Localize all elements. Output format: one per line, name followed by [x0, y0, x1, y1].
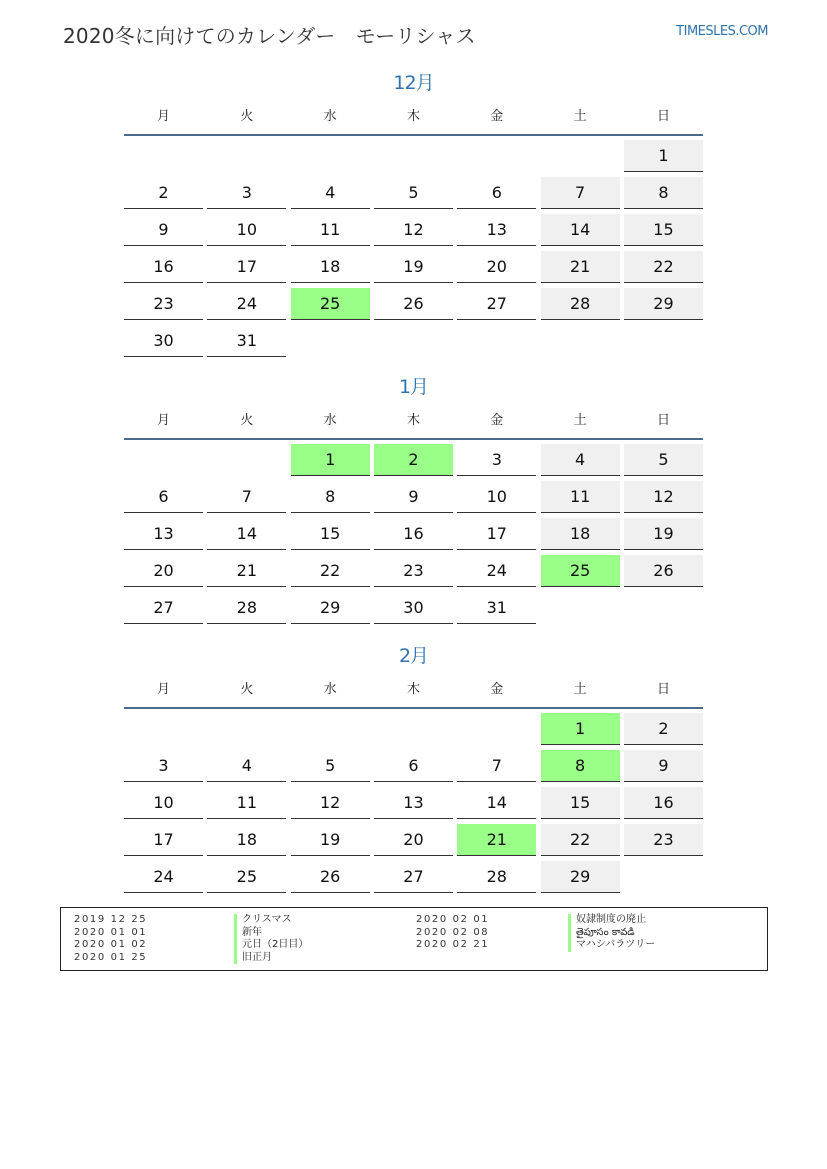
legend-names-left [234, 914, 308, 964]
day-cell: 4 [541, 444, 620, 476]
day-cell: 20 [457, 251, 536, 283]
weekday-label: 月 [156, 109, 170, 124]
day-cell: 29 [291, 592, 370, 624]
empty-cell [457, 713, 536, 744]
day-cell: 10 [207, 214, 286, 246]
weekday-label: 金 [490, 413, 504, 428]
day-cell: 27 [374, 861, 453, 893]
day-cell: 17 [457, 518, 536, 550]
day-cell: 26 [624, 555, 703, 587]
month-title: 1月 [398, 376, 429, 398]
legend-names-right [568, 914, 655, 952]
empty-cell [124, 444, 203, 475]
day-cell: 20 [124, 555, 203, 587]
weekday-label: 土 [573, 682, 587, 697]
day-cell: 18 [291, 251, 370, 283]
weekday-label: 金 [490, 109, 504, 124]
day-cell: 28 [541, 288, 620, 320]
empty-cell [541, 140, 620, 171]
weekday-label: 水 [323, 413, 337, 428]
day-cell: 9 [374, 481, 453, 513]
day-cell: 24 [457, 555, 536, 587]
day-cell: 10 [124, 787, 203, 819]
day-cell: 11 [291, 214, 370, 246]
day-cell: 19 [291, 824, 370, 856]
page-title: 2020冬に向けてのカレンダー モーリシャス [63, 24, 476, 48]
day-cell: 27 [124, 592, 203, 624]
day-cell: 4 [291, 177, 370, 209]
empty-cell [124, 140, 203, 171]
day-cell: 19 [374, 251, 453, 283]
day-cell: 21 [207, 555, 286, 587]
day-cell: 29 [541, 861, 620, 893]
holiday-day-cell: 1 [541, 713, 620, 745]
legend-date: 2020 01 01 [74, 926, 148, 938]
day-cell: 23 [624, 824, 703, 856]
weekday-label: 土 [573, 109, 587, 124]
day-cell: 2 [624, 713, 703, 745]
day-cell: 17 [124, 824, 203, 856]
day-cell: 23 [374, 555, 453, 587]
day-cell: 31 [457, 592, 536, 624]
legend-date: 2020 01 02 [74, 939, 148, 950]
day-cell: 7 [457, 750, 536, 782]
day-cell: 22 [541, 824, 620, 856]
day-cell: 12 [291, 787, 370, 819]
day-cell: 8 [291, 481, 370, 513]
day-cell: 30 [124, 325, 203, 357]
month-title: 2月 [398, 645, 429, 667]
day-cell: 3 [124, 750, 203, 782]
day-cell: 23 [124, 288, 203, 320]
weekday-label: 日 [656, 109, 670, 124]
empty-cell [457, 140, 536, 171]
weekday-label: 火 [240, 109, 254, 124]
day-cell: 6 [374, 750, 453, 782]
day-cell: 8 [624, 177, 703, 209]
legend-holiday-name: తైపూసం కావడి [568, 927, 655, 940]
month-january [124, 374, 703, 624]
day-cell: 9 [624, 750, 703, 782]
weekday-header [124, 681, 703, 709]
empty-cell [207, 140, 286, 171]
empty-cell [374, 713, 453, 744]
legend-date: 2020 02 21 [416, 939, 490, 950]
holiday-day-cell: 25 [541, 555, 620, 587]
weekday-label: 土 [573, 413, 587, 428]
day-cell: 18 [207, 824, 286, 856]
day-cell: 28 [207, 592, 286, 624]
weekday-header [124, 412, 703, 440]
empty-cell [207, 713, 286, 744]
month-title: 12月 [393, 72, 434, 94]
weekday-label: 日 [656, 682, 670, 697]
legend-date: 2020 01 25 [74, 951, 148, 963]
day-cell: 18 [541, 518, 620, 550]
day-cell: 7 [207, 481, 286, 513]
empty-cell [124, 713, 203, 744]
empty-cell [207, 444, 286, 475]
day-cell: 25 [207, 861, 286, 893]
day-cell: 12 [624, 481, 703, 513]
day-cell: 5 [374, 177, 453, 209]
day-cell: 9 [124, 214, 203, 246]
day-cell: 15 [291, 518, 370, 550]
day-cell: 24 [124, 861, 203, 893]
holiday-day-cell: 2 [374, 444, 453, 476]
weekday-label: 水 [323, 682, 337, 697]
day-cell: 15 [624, 214, 703, 246]
weekday-header [124, 108, 703, 136]
day-cell: 31 [207, 325, 286, 357]
month-december [124, 70, 703, 357]
weekday-label: 月 [156, 682, 170, 697]
weekday-label: 木 [406, 413, 420, 428]
day-cell: 20 [374, 824, 453, 856]
day-cell: 13 [124, 518, 203, 550]
day-cell: 5 [624, 444, 703, 476]
day-cell: 16 [374, 518, 453, 550]
day-grid [124, 713, 703, 893]
legend-holiday-name: 旧正月 [234, 952, 308, 965]
day-cell: 29 [624, 288, 703, 320]
day-cell: 2 [124, 177, 203, 209]
day-cell: 7 [541, 177, 620, 209]
day-grid [124, 444, 703, 624]
day-cell: 13 [457, 214, 536, 246]
site-link[interactable]: TIMESLES.COM [676, 24, 768, 39]
weekday-label: 木 [406, 109, 420, 124]
legend-holiday-name: クリスマス [234, 914, 308, 927]
legend-holiday-name: 新年 [234, 927, 308, 940]
day-cell: 3 [457, 444, 536, 476]
day-cell: 28 [457, 861, 536, 893]
legend-dates-right [416, 914, 489, 952]
day-cell: 17 [207, 251, 286, 283]
day-cell: 22 [624, 251, 703, 283]
day-cell: 22 [291, 555, 370, 587]
day-cell: 26 [291, 861, 370, 893]
legend-date: 2019 12 25 [74, 914, 148, 925]
day-cell: 16 [624, 787, 703, 819]
day-cell: 24 [207, 288, 286, 320]
day-cell: 1 [624, 140, 703, 172]
weekday-label: 月 [156, 413, 170, 428]
day-cell: 26 [374, 288, 453, 320]
day-cell: 14 [457, 787, 536, 819]
day-cell: 12 [374, 214, 453, 246]
day-cell: 16 [124, 251, 203, 283]
day-cell: 13 [374, 787, 453, 819]
legend-holiday-name: 元日（2日目） [234, 939, 308, 952]
day-cell: 27 [457, 288, 536, 320]
holiday-legend [60, 907, 768, 971]
day-cell: 3 [207, 177, 286, 209]
weekday-label: 火 [240, 682, 254, 697]
legend-holiday-name: マハシバラツリー [568, 939, 655, 952]
weekday-label: 金 [490, 682, 504, 697]
empty-cell [374, 140, 453, 171]
day-cell: 19 [624, 518, 703, 550]
day-cell: 5 [291, 750, 370, 782]
day-grid [124, 140, 703, 357]
holiday-day-cell: 25 [291, 288, 370, 320]
day-cell: 11 [541, 481, 620, 513]
day-cell: 14 [207, 518, 286, 550]
day-cell: 6 [457, 177, 536, 209]
day-cell: 6 [124, 481, 203, 513]
empty-cell [291, 713, 370, 744]
day-cell: 21 [541, 251, 620, 283]
legend-dates-left [74, 914, 147, 964]
day-cell: 14 [541, 214, 620, 246]
day-cell: 15 [541, 787, 620, 819]
holiday-day-cell: 1 [291, 444, 370, 476]
weekday-label: 水 [323, 109, 337, 124]
weekday-label: 火 [240, 413, 254, 428]
holiday-day-cell: 21 [457, 824, 536, 856]
holiday-day-cell: 8 [541, 750, 620, 782]
month-february [124, 643, 703, 893]
day-cell: 4 [207, 750, 286, 782]
day-cell: 10 [457, 481, 536, 513]
weekday-label: 日 [656, 413, 670, 428]
day-cell: 30 [374, 592, 453, 624]
day-cell: 11 [207, 787, 286, 819]
legend-date: 2020 02 08 [416, 926, 490, 938]
empty-cell [291, 140, 370, 171]
legend-holiday-name: 奴隷制度の廃止 [568, 914, 655, 927]
weekday-label: 木 [406, 682, 420, 697]
legend-date: 2020 02 01 [416, 914, 490, 925]
